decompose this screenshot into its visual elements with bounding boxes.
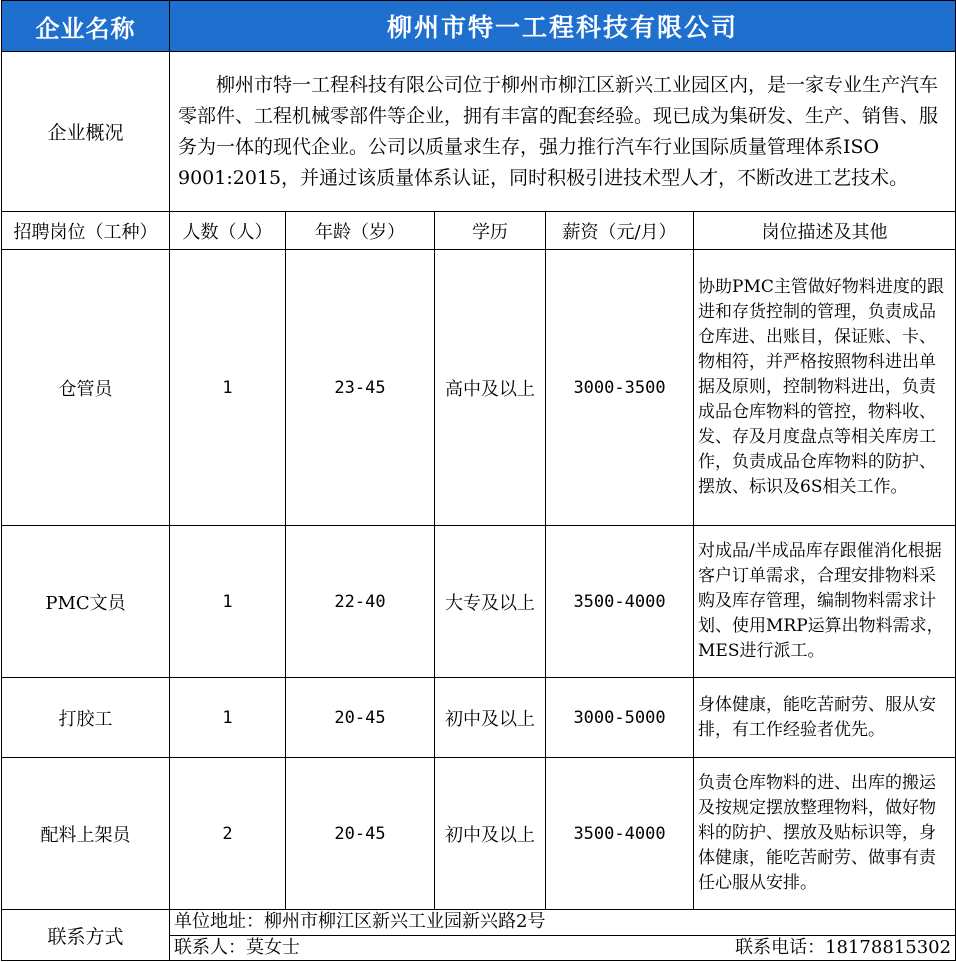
col-salary-header: 薪资（元/月） (546, 212, 694, 250)
job-position: 打胶工 (2, 678, 170, 758)
job-count: 1 (170, 526, 286, 678)
recruitment-table (1, 0, 956, 961)
company-name-label: 企业名称 (2, 1, 170, 52)
contact-details (170, 910, 956, 961)
job-salary: 3500-4000 (546, 758, 694, 910)
job-description: 协助PMC主管做好物料进度的跟进和存货控制的管理，负责成品仓库进、出账目，保证账、卡、物相符，并严格按照物科进出单据及原则，控制物料进出，负责成品仓库物料的管控，物料收、发、存及月度盘点等相关库房工作，负责成品仓库物料的防护、摆放、标识及6S相关工作。 (694, 250, 956, 526)
job-salary: 3000-3500 (546, 250, 694, 526)
table-row (2, 250, 956, 526)
col-age-header: 年龄（岁） (286, 212, 435, 250)
col-count-header: 人数（人） (170, 212, 286, 250)
job-count: 1 (170, 250, 286, 526)
table-row (2, 758, 956, 910)
contact-phone: 联系电话：18178815302 (735, 937, 952, 958)
contact-row (2, 910, 956, 961)
contact-person: 联系人：莫女士 (174, 937, 300, 958)
table-row (2, 526, 956, 678)
job-position: PMC文员 (2, 526, 170, 678)
job-age: 23-45 (286, 250, 435, 526)
job-description: 身体健康，能吃苦耐劳、服从安排，有工作经验者优先。 (694, 678, 956, 758)
header-row (2, 1, 956, 52)
job-salary: 3000-5000 (546, 678, 694, 758)
job-education: 高中及以上 (435, 250, 546, 526)
job-age: 22-40 (286, 526, 435, 678)
col-description-header: 岗位描述及其他 (694, 212, 956, 250)
contact-address: 单位地址：柳州市柳江区新兴工业园新兴路2号 (170, 910, 955, 936)
overview-text: 柳州市特一工程科技有限公司位于柳州市柳江区新兴工业园区内，是一家专业生产汽车零部件、工程机械零部件等企业，拥有丰富的配套经验。现已成为集研发、生产、销售、服务为一体的现代企业。公司以质量求生存，强力推行汽车行业国际质量管理体系ISO 9001:2015，并通过该质量体系认证，同时积极引进技术型人才，不断改进工艺技术。 (170, 52, 956, 212)
overview-label: 企业概况 (2, 52, 170, 212)
job-position: 仓管员 (2, 250, 170, 526)
job-education: 初中及以上 (435, 758, 546, 910)
job-education: 大专及以上 (435, 526, 546, 678)
company-name: 柳州市特一工程科技有限公司 (170, 1, 956, 52)
job-age: 20-45 (286, 758, 435, 910)
col-position-header: 招聘岗位（工种） (2, 212, 170, 250)
job-salary: 3500-4000 (546, 526, 694, 678)
job-age: 20-45 (286, 678, 435, 758)
table-row (2, 678, 956, 758)
column-header-row (2, 212, 956, 250)
job-description: 对成品/半成品库存跟催消化根据客户订单需求，合理安排物料采购及库存管理，编制物料需求计划、使用MRP运算出物料需求，MES进行派工。 (694, 526, 956, 678)
overview-row (2, 52, 956, 212)
contact-person-phone (170, 936, 955, 960)
contact-label: 联系方式 (2, 910, 170, 961)
col-education-header: 学历 (435, 212, 546, 250)
job-description: 负责仓库物料的进、出库的搬运及按规定摆放整理物料，做好物料的防护、摆放及贴标识等，身体健康，能吃苦耐劳、做事有责任心服从安排。 (694, 758, 956, 910)
job-count: 1 (170, 678, 286, 758)
job-education: 初中及以上 (435, 678, 546, 758)
job-position: 配料上架员 (2, 758, 170, 910)
job-count: 2 (170, 758, 286, 910)
